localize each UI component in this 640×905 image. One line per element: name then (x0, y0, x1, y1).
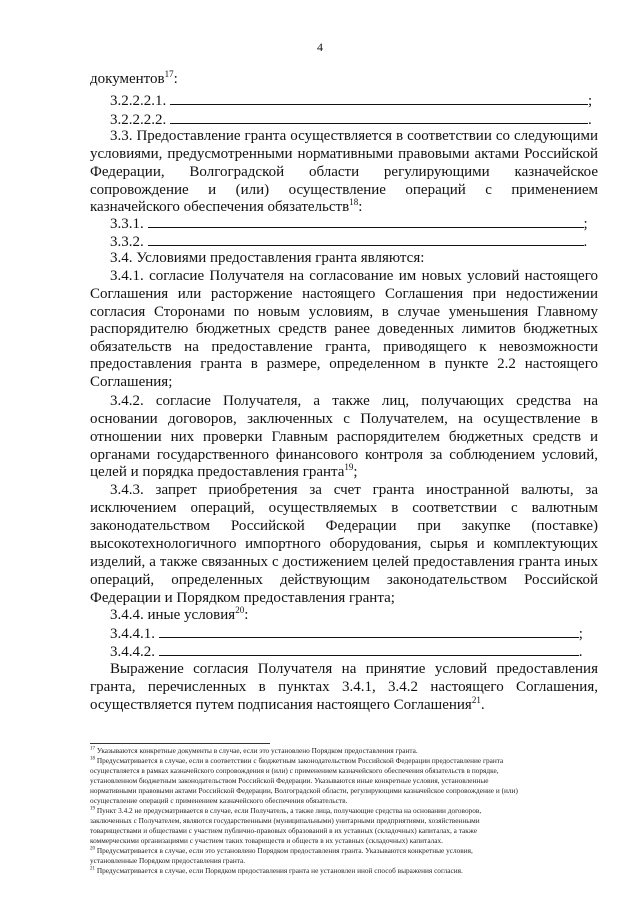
paragraph-3-3-line: 3.3. Предоставление гранта осуществляется в соответствии со следующими (110, 128, 598, 144)
footnote-separator (90, 743, 270, 744)
paragraph-3-4-1-line: Соглашения или расторжение настоящего Соглашения при недостижении (90, 286, 598, 302)
paragraph-3-4-3-line: изделий, а также связанных с достижением целей предоставления гранта иных (90, 554, 598, 570)
blank-item-3-3-1: 3.3.1. ; (110, 216, 588, 232)
paragraph-3-4-2-line: 3.4.2. согласие Получателя, а также лиц, получающих средства на (110, 393, 598, 409)
paragraph-3-4-3-line: Федерации и Порядком предоставления гранта; (90, 590, 395, 606)
paragraph-3-3-line: Федерации, Волгоградской области регулирующими казначейское (90, 164, 598, 180)
footnote-19-line: коммерческими организациями с участием таких товариществ и обществ в их уставных (складочных) капиталах. (90, 836, 443, 845)
paragraph-3-3-line: казначейского обеспечения обязательств$^{18}$: (90, 197, 363, 215)
paragraph-3-4-2-line: отношении них проверки Главным распорядителем бюджетных средств и (90, 429, 598, 445)
blank-item-3-2-2-2-1: 3.2.2.2.1. ; (110, 93, 593, 109)
paragraph-3-4-1-line: распорядителю бюджетных средств ранее доведенных лимитов бюджетных (90, 321, 598, 337)
paragraph-3-4-3-line: законодательством Российской Федерации при закупке (поставке) (90, 518, 598, 534)
blank-item-3-4-4-1: 3.4.4.1. ; (110, 626, 583, 642)
blank-item-3-4-4-2: 3.4.4.2. . (110, 644, 583, 660)
paragraph-3-3-line: условиями, предусмотренными нормативными правовыми актами Российской (90, 146, 598, 162)
footnote-ref: 20 (235, 605, 245, 615)
paragraph-3-4-3-line: исключением операций, осуществляемых в соответствии с валютным (90, 500, 598, 516)
text-line: документов$^{17}$: (90, 69, 178, 87)
paragraph-3-4-1-line: обязательств на предоставление гранта, приводящего к невозможности (90, 339, 598, 355)
paragraph-consent-line: осуществляется путем подписания настоящего Соглашения$^{21}$. (90, 695, 485, 713)
footnote-19-line: товариществами и обществами с участием публично-правовых образований в их уставных (складочных) капиталах, а также (90, 826, 477, 835)
paragraph-consent-line: гранта, перечисленных в пунктах 3.4.1, 3.4.2 настоящего Соглашения, (90, 679, 598, 695)
footnote-18: $^{18}$ Предусматривается в случае, если в соответствии с бюджетным законодательством Российской Федерации предоставление гранта (90, 756, 504, 765)
footnote-18-line: осуществляется в рамках казначейского сопровождения и (или) с применением казначейского обеспечения обязательств в порядке, (90, 766, 499, 775)
paragraph-3-4-3-line: 3.4.3. запрет приобретения за счет гранта иностранной валюты, за (110, 482, 598, 498)
paragraph-3-4-1-line: 3.4.1. согласие Получателя на согласование им новых условий настоящего (110, 268, 598, 284)
footnote-19: $^{19}$ Пункт 3.4.2 не предусматривается в случае, если Получатель, а также лица, получающие средства на основании договоров, (90, 806, 482, 815)
footnote-ref: 21 (471, 695, 481, 705)
footnote-17: $^{17}$ Указываются конкретные документы в случае, если это установлено Порядком предоставления гранта. (90, 746, 418, 755)
paragraph-3-4-2-line: органами государственного финансового контроля за соблюдением условий, (90, 447, 598, 463)
blank-item-3-3-2: 3.3.2. . (110, 234, 588, 250)
paragraph-3-4-2-line: основании договоров, заключенных с Получателем, на осуществление в (90, 411, 598, 427)
footnote-20: $^{20}$ Предусматривается в случае, если это установлено Порядком предоставления гранта. Указываются конкретные условия, (90, 846, 473, 855)
footnote-18-line: осуществление операций с применением казначейского обеспечения обязательств. (90, 796, 348, 805)
footnote-ref: 19 (344, 462, 354, 472)
footnote-ref: 18 (349, 197, 359, 207)
paragraph-3-4-1-line: Соглашения; (90, 374, 173, 390)
paragraph-consent-line: Выражение согласия Получателя на принятие условий предоставления (110, 661, 598, 677)
footnote-18-line: установленном бюджетным законодательством Российской Федерации. Указываются иные конкретные условия, установленные (90, 776, 489, 785)
paragraph-3-4-1-line: согласия Сторонами по новым условиям, в случае уменьшения Главному (90, 304, 598, 320)
page-number: 4 (317, 40, 323, 54)
paragraph-3-3-line: сопровождение и (или) осуществление операций с применением (90, 182, 598, 198)
footnote-20-line: установленные Порядком предоставления гранта. (90, 856, 246, 865)
paragraph-3-4-3-line: операций, определенных действующим законодательством Российской (90, 572, 598, 588)
footnote-18-line: нормативными правовыми актами Российской Федерации, Волгоградской области, регулирующими казначейское сопровождение и (или) (90, 786, 518, 795)
paragraph-3-4-4: 3.4.4. иные условия$^{20}$: (110, 605, 249, 623)
paragraph-3-4-1-line: предоставления гранта в размере, определенном в пункте 2.2 настоящего (90, 356, 598, 372)
footnote-ref: 17 (164, 69, 174, 79)
paragraph-3-4: 3.4. Условиями предоставления гранта являются: (110, 250, 425, 266)
footnote-19-line: заключенных с Получателем, являются государственными (муниципальными) унитарными предприятиями, хозяйственными (90, 816, 480, 825)
paragraph-3-4-2-line: целей и порядка предоставления гранта$^{19}$; (90, 462, 358, 480)
footnote-21: $^{21}$ Предусматривается в случае, если Порядком предоставления гранта не установлен иной способ выражения согласия. (90, 866, 463, 875)
blank-item-3-2-2-2-2: 3.2.2.2.2. . (110, 112, 592, 128)
paragraph-3-4-3-line: высокотехнологичного импортного оборудования, сырья и комплектующих (90, 536, 598, 552)
